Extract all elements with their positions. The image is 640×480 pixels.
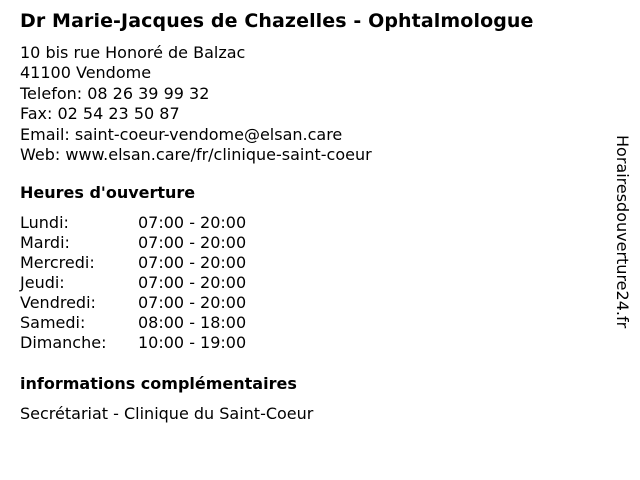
hours-day: Mercredi: (20, 253, 95, 272)
phone-number: Telefon: 08 26 39 99 32 (20, 83, 210, 103)
hours-day: Jeudi: (20, 273, 65, 292)
hours-row (20, 293, 246, 313)
page-title: Dr Marie-Jacques de Chazelles - Ophtalmologue (20, 10, 534, 32)
opening-hours-heading: Heures d'ouverture (20, 183, 196, 202)
hours-time: 10:00 - 19:00 (138, 333, 247, 352)
hours-row (20, 233, 246, 253)
hours-day: Dimanche: (20, 333, 107, 352)
hours-row (20, 253, 246, 273)
fax-number: Fax: 02 54 23 50 87 (20, 104, 180, 124)
hours-row (20, 273, 246, 293)
hours-day: Lundi: (20, 213, 69, 232)
hours-time: 07:00 - 20:00 (138, 213, 247, 232)
hours-row (20, 313, 246, 333)
additional-info-text: Secrétariat - Clinique du Saint-Coeur (20, 404, 314, 423)
email-address: Email: saint-coeur-vendome@elsan.care (20, 124, 343, 144)
hours-day: Mardi: (20, 233, 70, 252)
website-address: Web: www.elsan.care/fr/clinique-saint-coeur (20, 145, 372, 165)
hours-row (20, 333, 246, 353)
side-brand-watermark: Horairesdouverture24.fr (613, 135, 632, 329)
opening-hours-table (20, 213, 246, 353)
hours-time: 07:00 - 20:00 (138, 293, 247, 312)
hours-time: 07:00 - 20:00 (138, 273, 247, 292)
contact-block (20, 43, 372, 165)
city-address: 41100 Vendome (20, 63, 152, 83)
hours-time: 07:00 - 20:00 (138, 233, 247, 252)
additional-info-heading: informations complémentaires (20, 374, 297, 393)
hours-day: Samedi: (20, 313, 86, 332)
hours-time: 08:00 - 18:00 (138, 313, 247, 332)
hours-time: 07:00 - 20:00 (138, 253, 247, 272)
hours-row (20, 213, 246, 233)
street-address: 10 bis rue Honoré de Balzac (20, 43, 246, 62)
hours-day: Vendredi: (20, 293, 96, 312)
